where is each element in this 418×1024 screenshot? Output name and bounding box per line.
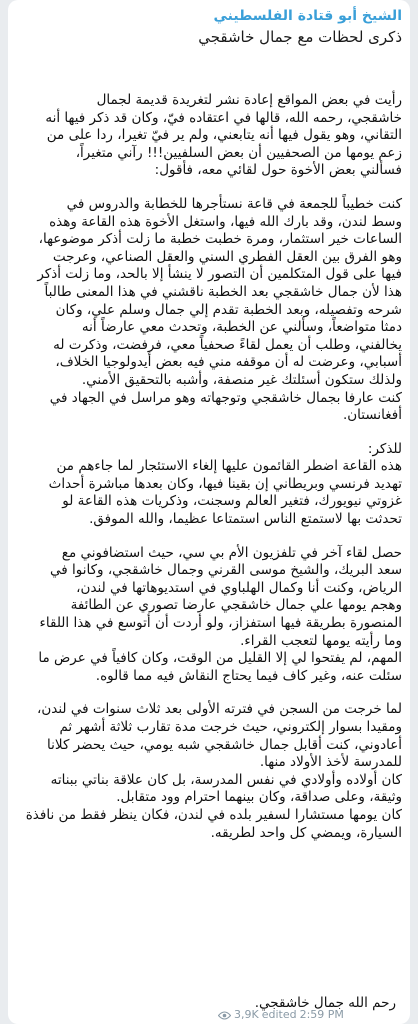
channel-name[interactable]: الشيخ أبو قتادة الفلسطيني xyxy=(213,8,402,24)
paragraph: لما خرجت من السجن في فترته الأولى بعد ثلاث سنوات في لندن، ومقيدا بسوار إلكتروني، حيث خرجت مدة تقارب ثلاثة أشهر ثم أعادوني، كنت أقابل جمال خاشقجي شبه يومي، حيث يحضر كلانا للمدرسة لأخذ الأولاد منها. كان أولاده وأولادي في نفس المدرسة، بل كان علاقة بناتي ببناته وثيقة، وعلى صداقة، وكان بينهما احترام وود متقابل. كان يومها مستشارا لسفير بلده في لندن، فكان ينظر فقط من نافذة السيارة، ويمضي كل واحد لطريقه. xyxy=(25,701,402,841)
edited-label: edited xyxy=(261,1008,297,1021)
paragraph: كنت خطيباً للجمعة في قاعة نستأجرها للخطابة والدروس في وسط لندن، وقد بارك الله فيها، واستغل الأخوة هذه القاعة وهذه الساعات خير استثمار، ومرة خطبت خطبة ما زلت أذكر موضوعها، وهو الفرق بين العقل الفطري السني والعقل الصناعي، وعرجت فيها على قول المتكلمين أن التصور لا ينشأ إلا بالحد، وما زلت أذكر هذا لأن جمال خاشقجي بعد الخطبة ناقشني في هذا المعنى طالباً شرحه وتفصيله، وبعد الخطبة تقدم إلي جمال وسلم علي، وكان دمثا متواضعاً، وسألني عن الخطبة، وتحدث معي عارضاً أنه يخالفني، وطلب أن يعمل لقاءً صحفياً معي، فرفضت، وذكرت له أسبابي، وعرضت له أن موقفه مني فيه بعض أيدولوجيا الخلاف، ولذلك ستكون أسئلتك غير منصفة، وأشبه بالتحقيق الأمني. كنت عارفا بجمال خاشقجي وتوجهاته وهو مراسل في الجهاد في أفغانستان. xyxy=(37,195,402,424)
paragraph: رأيت في بعض المواقع إعادة نشر لتغريدة قديمة لجمال خاشقجي، رحمه الله، قالها في اعتقاده فيّ، وكان قد ذكر فيها أنه التقاني، وهو يقول فيها أنه يتابعني، ولم ير فيّ تغيرا، ردا على من زعم يومها من الصحفيين أن بعض السلفيين!!! رآني متغيراً، فسألني بعض الأخوة حول لقائي معه، فأقول: xyxy=(45,92,402,179)
message-body xyxy=(16,92,402,842)
message-meta xyxy=(218,1008,344,1022)
paragraph: للذكر: هذه القاعة اضطر القائمون عليها إلغاء الاستئجار لما جاءهم من تهديد فرنسي وبريطاني إن بقينا فيها، وكان بعدها مباشرة أحداث غزوتي نيويورك، فتغير العالم وسجنت، وذكريات هذه القاعة لو تحدثت بها لاستمتع الناس استمتاعا عظيما، والله الموفق. xyxy=(48,440,402,528)
post-title: ذكرى لحظات مع جمال خاشقجي xyxy=(198,28,402,46)
message-time: 2:59 PM xyxy=(299,1008,344,1021)
view-count: 3,9K xyxy=(234,1008,259,1021)
closing-line: رحم الله جمال خاشقجي. xyxy=(254,995,396,1011)
message-bubble[interactable] xyxy=(8,0,410,1024)
eye-icon xyxy=(218,1011,231,1020)
paragraph: حصل لقاء آخر في تلفزيون الأم بي سي، حيث استضافوني مع سعد البريك، والشيخ موسى القرني وجمال خاشقجي، وكانوا في الرياض، وكنت أنا وكمال الهلباوي في استديوهاتها في لندن، وهجم يومها علي جمال خاشقجي عارضا تصوري عن الطائفة المنصورة بطريقة فيها استفزاز، ولو أردت أن أتوسع في هذا اللقاء وما رأيته يومها لتعجب القراء. المهم، لم يفتحوا لي إلا القليل من الوقت، وكان كافياً في عرض ما سئلت عنه، وغير كاف فيما يحتاج النقاش فيه مما قالوه. xyxy=(38,544,402,684)
